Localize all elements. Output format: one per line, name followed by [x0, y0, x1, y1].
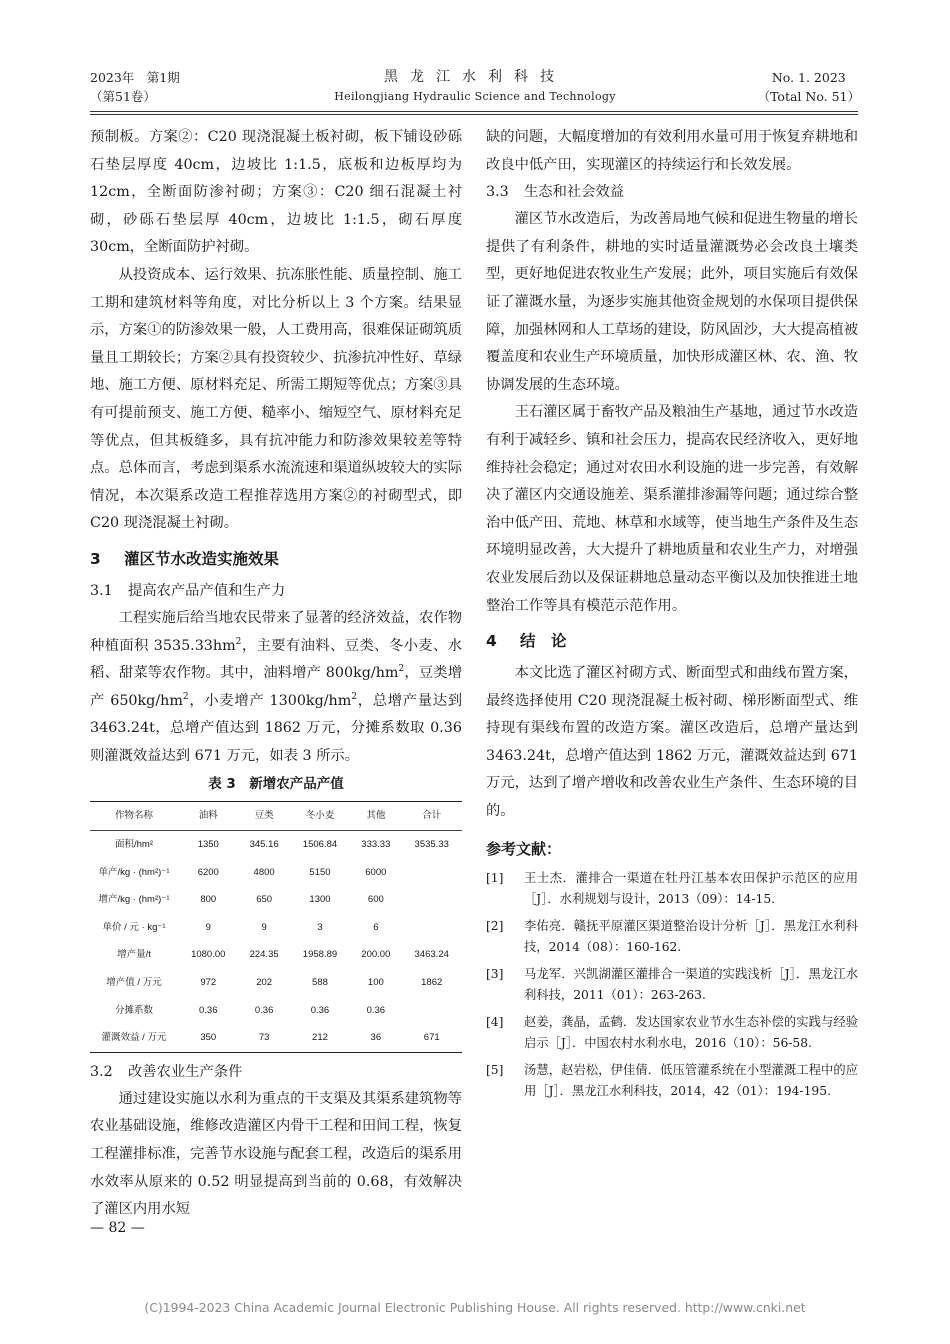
subsection-number: 3.2 — [90, 1063, 113, 1080]
paragraph-conclusion: 本文比选了灌区衬砌方式、断面型式和曲线布置方案，最终选择使用 C20 现浇混凝土板衬砌、梯形断面型式、维持现有渠线布置的改造方案。灌区改造后，总增产量达到 3463.24t，总增产值达到 1862 万元，灌溉效益达到 671 万元，达到了增产增收和改善农业生产条件、生态环境的目的。 — [486, 665, 858, 820]
table-cell: 36 — [370, 1032, 382, 1044]
table-cell: 800 — [200, 894, 217, 906]
superscript: 2 — [235, 636, 242, 647]
paragraph: 灌区节水改造后，为改善局地气候和促进生物量的增长提供了有利条件，耕地的实时适量灌溉势必会改良土壤类型，更好地促进农牧业生产发展；此外，项目实施后有效保证了灌溉水量，为逐步实施其他资金规划的水保项目提供保障，加强林网和人工草场的建设，防风固沙，大大提高植被覆盖度和农业生产环境质量，加快形成灌区林、农、渔、牧协调发展的生态环境。 — [486, 211, 858, 393]
table-cell: 增产量/t — [117, 949, 151, 961]
table-cell: 0.36 — [199, 1004, 218, 1016]
subsection-heading-3-1 — [90, 578, 462, 605]
subsection-number: 3.1 — [90, 582, 113, 599]
section-heading-4 — [486, 628, 858, 654]
header-volume: （第51卷） — [90, 89, 156, 104]
subsection-heading-3-2 — [90, 1059, 462, 1086]
copyright-footer: (C)1994-2023 China Academic Journal Electronic Publishing House. All rights reserved. http://www.cnki.net — [144, 1300, 806, 1315]
table-header-cell: 作物名称 — [114, 810, 153, 822]
paragraph: 预制板。方案②：C20 现浇混凝土板衬砌，板下铺设砂砾石垫层厚度 40cm，边坡比 1:1.5，底板和边板厚均为 12cm，全断面防渗衬砌；方案③：C20 细石混凝土衬砌，砂砾石垫层厚 40cm，边坡比 1:1.5，砌石厚度 30cm，全断面防护衬砌。 — [90, 129, 462, 256]
table-cell: 6000 — [365, 866, 387, 878]
table-cell — [401, 914, 462, 942]
paragraph: 从投资成本、运行效果、抗冻胀性能、质量控制、施工工期和建筑材料等角度，对比分析以上 3 个方案。结果显示，方案①的防渗效果一般，人工费用高，很难保证砌筑质量且工期较长；方案②具有投资较少、抗渗抗冲性好、草绿地、施工方便、原材料充足、所需工期短等优点；方案③具有可提前预支、施工方便、糙率小、缩短空气、原材料充足等优点，但其板缝多，具有抗冲能力和防渗效果较差等特点。总体而言，考虑到渠系水流流速和渠道纵坡较大的实际情况，本次渠系改造工程推荐选用方案②的衬砌型式，即 C20 现浇混凝土衬砌。 — [90, 266, 462, 532]
table-cell: 5150 — [309, 866, 331, 878]
header-rule-bottom — [90, 114, 858, 115]
reference-item — [486, 1060, 858, 1103]
table-row — [90, 941, 462, 969]
table-cell: 600 — [367, 894, 384, 906]
reference-text: 赵姜，龚晶，孟鹤．发达国家农业节水生态补偿的实践与经验启示［J］．中国农村水利水电，2016（10）：56-58. — [524, 1014, 858, 1051]
table-row — [90, 1024, 462, 1052]
table-header-cell: 合计 — [422, 810, 442, 822]
table-cell: 4800 — [253, 866, 275, 878]
left-column — [90, 124, 462, 1224]
journal-title: 黑龙江水利科技 — [384, 69, 566, 85]
reference-text: 王士杰．灌排合一渠道在牡丹江基本农田保护示范区的应用［J］．水利规划与设计，2013（09）：14-15. — [524, 870, 858, 907]
reference-text: 汤慧，赵岩松，伊佳倩．低压管灌系统在小型灌溉工程中的应用［J］．黑龙江水利科技，2014，42（01）：194-195. — [524, 1062, 858, 1099]
table-header-row — [90, 802, 462, 831]
subsection-title: 提高农产品产值和生产力 — [128, 582, 286, 599]
table-cell: 1958.89 — [302, 949, 338, 961]
paragraph: 通过建设实施以水利为重点的干支渠及其渠系建筑物等农业基础设施，维修改造灌区内骨干工程和田间工程，恢复工程灌排标准，完善节水设施与配套工程，改造后的渠系用水效率从原来的 0.52 明显提高到当前的 0.68，有效解决了灌区内用水短 — [90, 1090, 462, 1218]
subsection-title: 生态和社会效益 — [524, 184, 625, 201]
table-cell: 9 — [205, 921, 211, 933]
right-column — [486, 124, 858, 1108]
paragraph: 王石灌区属于畜牧产品及粮油生产基地，通过节水改造有利于减轻乡、镇和社会压力，提高农民经济收入，更好地维持社会稳定；通过对农田水利设施的进一步完善，有效解决了灌区内交通设施差、渠系灌排渗漏等问题；通过综合整治中低产田、荒地、林草和水域等，使当地生产条件及生态环境明显改善，大大提升了耕地质量和农业生产力，对增强农业发展后劲以及保证耕地总量动态平衡以及加快推进土地整治工作等具有模范示范作用。 — [486, 404, 858, 614]
table-cell: 202 — [256, 977, 273, 989]
table-cell: 面积/hm² — [114, 839, 153, 851]
header-issue — [90, 68, 180, 106]
header-number — [758, 68, 860, 106]
reference-text: 马龙军．兴凯湖灌区灌排合一渠道的实践浅析［J］．黑龙江水利科技，2011（01）：263-263. — [524, 966, 858, 1003]
reference-number: [1] — [486, 870, 504, 885]
section-number: 4 — [486, 632, 497, 651]
table-cell: 6200 — [197, 866, 219, 878]
table-cell: 增产/kg · (hm²)⁻¹ — [98, 894, 170, 906]
table-cell: 3463.24 — [414, 949, 449, 961]
section-number: 3 — [90, 549, 101, 568]
table-cell: 0.36 — [366, 1004, 386, 1016]
reference-item — [486, 964, 858, 1007]
header-total-no: （Total No. 51） — [757, 89, 860, 104]
table-cell: 6 — [373, 921, 379, 933]
reference-number: [2] — [486, 918, 504, 933]
header-rule-top — [90, 111, 858, 112]
table-cell: 200.00 — [361, 949, 391, 961]
table-cell: 588 — [312, 977, 328, 989]
superscript: 2 — [398, 664, 405, 675]
table-cell: 3535.33 — [414, 839, 449, 851]
table-header-cell: 冬小麦 — [305, 810, 335, 822]
table-header-cell: 其他 — [366, 810, 386, 822]
table-cell: 345.16 — [249, 839, 279, 851]
table-row — [90, 859, 462, 887]
table-cell: 224.35 — [249, 949, 279, 961]
table-cell: 972 — [200, 977, 217, 989]
table-row — [90, 914, 462, 942]
table-row — [90, 886, 462, 914]
page-number: — 82 — — [90, 1220, 145, 1236]
header-year-issue: 2023年 第1期 — [90, 70, 180, 85]
table-cell: 单产/kg · (hm²)⁻¹ — [98, 866, 170, 878]
paragraph-yield — [90, 605, 462, 771]
table-caption: 表 3 新增农产品产值 — [208, 776, 344, 793]
table-cell: 1862 — [421, 977, 443, 989]
table-cell: 350 — [200, 1032, 217, 1044]
table-cell: 333.33 — [361, 839, 391, 851]
superscript: 2 — [182, 691, 189, 702]
table-cell: 1080.00 — [191, 949, 226, 961]
table-cell: 增产值 / 万元 — [106, 977, 162, 989]
reference-text: 李佑亮．赣抚平原灌区渠道整治设计分析［J］．黑龙江水利科技，2014（08）：160-162. — [524, 918, 858, 955]
crop-output-table — [90, 801, 462, 1052]
journal-subtitle: Heilongjiang Hydraulic Science and Technology — [334, 90, 616, 103]
table-cell: 671 — [423, 1032, 440, 1044]
subsection-title: 改善农业生产条件 — [128, 1063, 243, 1080]
table-cell: 灌溉效益 / 万元 — [101, 1032, 167, 1044]
reference-number: [4] — [486, 1014, 504, 1029]
text-run: ，小麦增产 1300kg/hm — [188, 692, 352, 709]
reference-item — [486, 868, 858, 911]
header-journal — [260, 68, 690, 106]
table-cell: 650 — [256, 894, 273, 906]
table-cell: 3 — [317, 921, 323, 933]
section-heading-3 — [90, 546, 462, 572]
text-run: ，豆类增产 650kg/hm — [90, 665, 462, 709]
table-row — [90, 831, 462, 859]
table-cell: 单价 / 元 · kg⁻¹ — [102, 921, 166, 933]
text-run: 工程实施后给当地农民带来了显著的经济效益，农作物种植面积 3535.33hm — [90, 609, 462, 654]
references-heading: 参考文献： — [486, 839, 562, 858]
section-title: 灌区节水改造实施效果 — [124, 549, 280, 568]
table-cell — [401, 859, 462, 887]
reference-number: [5] — [486, 1062, 504, 1077]
superscript: 2 — [351, 691, 358, 702]
table-cell: 9 — [261, 921, 267, 933]
table-cell: 1300 — [309, 894, 331, 906]
table-cell: 100 — [367, 977, 384, 989]
paragraph: 缺的问题，大幅度增加的有效利用水量可用于恢复弃耕地和改良中低产田，实现灌区的持续运行和长效发展。 — [486, 129, 858, 173]
table-cell: 1350 — [197, 839, 219, 851]
section-title: 结 论 — [520, 632, 567, 651]
table-cell — [401, 997, 462, 1025]
text-run: ，主要有油料、豆类、冬小麦、水稻、甜菜等农作物。其中，油料增产 800kg/hm — [90, 637, 462, 682]
table-cell — [401, 886, 462, 914]
reference-item — [486, 916, 858, 959]
reference-item — [486, 1012, 858, 1055]
subsection-number: 3.3 — [486, 184, 509, 201]
table-row — [90, 997, 462, 1025]
text-run: ，总增产量达到 3463.24t，总增产值达到 1862 万元，分摊系数取 0.36 则灌溉效益达到 671 万元，如表 3 所示。 — [90, 692, 463, 764]
table-row — [90, 969, 462, 997]
table-cell: 212 — [312, 1032, 328, 1044]
subsection-heading-3-3 — [486, 179, 858, 206]
table-cell: 0.36 — [254, 1004, 274, 1016]
table-header-cell: 油料 — [198, 810, 218, 822]
table-cell: 1506.84 — [302, 839, 338, 851]
table-header-cell: 豆类 — [254, 810, 274, 822]
reference-number: [3] — [486, 966, 504, 981]
header-no: No. 1. 2023 — [771, 70, 846, 85]
table-cell: 分摊系数 — [114, 1004, 153, 1016]
table-cell: 0.36 — [310, 1004, 330, 1016]
table-cell: 73 — [258, 1032, 270, 1044]
